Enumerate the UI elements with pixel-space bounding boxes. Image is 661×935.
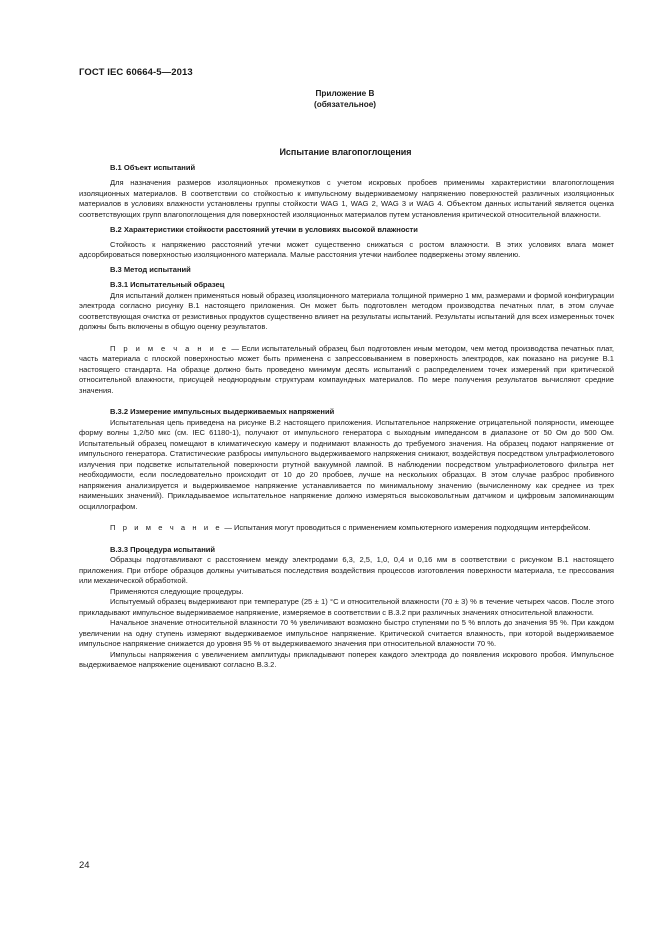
section-b3-3-paragraph-1: Образцы подготавливают с расстоянием между электродами 6,3, 2,5, 1,0, 0,4 и 0,16 мм в соответствии с рисунком В.1 настоящего приложения. При отборе образцов должны учитываться последствия воздействия процессов изготовления поверхности материала, т.е прессования или механической обработкой. [79, 555, 614, 585]
appendix-status: (обязательное) [314, 100, 376, 109]
section-b1-paragraph: Для назначения размеров изоляционных промежутков с учетом искровых пробоев применимы характеристики влагопоглощения изоляционных материалов. В соответствии со стойкостью к импульсному выдерживаемому напряжению поверхностей различных изоляционных материалов в условиях влажности установлены группы стойкости WAG 1, WAG 2, WAG 3 и WAG 4. Объектом данных испытаний является оценка соответствующих групп влагопоглощения для поверхностей изоляционных материалов путем установления критической относительной влажности. [79, 178, 614, 219]
note-label: П р и м е ч а н и е [110, 343, 229, 353]
section-b1-heading: В.1 Объект испытаний [110, 163, 196, 172]
section-b3-2-paragraph: Испытательная цепь приведена на рисунке В.2 настоящего приложения. Испытательное напряжение отрицательной полярности, имеющее форму волны 1,2/50 мкс (см. IEC 61180-1), получают от импульсного генератора с выходным импедансом в диапазоне от 50 Ом до 500 Ом. Испытательный образец помещают в климатическую камеру и поднимают влажность до требуемого значения. На образец подают напряжение от импульсного генератора. Статистические разбросы импульсного выдерживаемого напряжения снижают, воздействуя посредством ультрафиолетового излучения при подсветке испытательной поверхности ртутной вакуумной лампой. В наблюдении посредством ультрафиолетового фильтра нет необходимости, если последовательно происходит от 10 до 20 пробоев, лучше на нескольких образцах. В этом случае разброс пробивного напряжения анализируется и выдерживаемое напряжение устанавливается по минимальному значению (вычисленному как среднее из трех наименьших значений). Прикладываемое испытательное напряжение должно измеряться высоковольтным датчиком и цифровым запоминающим осциллографом. [79, 417, 614, 511]
main-title: Испытание влагопоглощения [279, 147, 412, 157]
note-label: П р и м е ч а н и е [110, 523, 223, 532]
section-b2-paragraph: Стойкость к напряжению расстояний утечки может существенно снижаться с ростом влажности. В этих условиях влага может адсорбироваться поверхностью изоляционного материала. Малые расстояния утечки наиболее подвержены этому явлению. [79, 239, 614, 259]
note-text: — Испытания могут проводиться с применением компьютерного измерения подходящим интерфейсом. [222, 523, 591, 532]
section-b3-1-paragraph: Для испытаний должен применяться новый образец изоляционного материала толщиной примерно 1 мм, размерами и формой конфигурации электрода согласно рисунку В.1 настоящего приложения. Он может быть подготовлен методом производства печатных плат, в этом случае соответствующая очистка от резистивных продуктов существенно влияет на результаты испытаний. Результаты испытаний для всех измеренных точек должны быть включены в общую оценку результатов. [79, 290, 614, 331]
document-header: ГОСТ IEC 60664-5—2013 [79, 67, 193, 78]
section-b3-3-heading: В.3.3 Процедура испытаний [110, 544, 216, 554]
section-b3-2-note [79, 523, 614, 534]
appendix-title: Приложение В [315, 89, 375, 98]
page-number: 24 [79, 860, 90, 871]
document-body [79, 163, 614, 671]
section-b3-1-heading: В.3.1 Испытательный образец [110, 280, 225, 289]
section-b3-1-note [79, 344, 614, 397]
note-text: — Если испытательный образец был подготовлен иным методом, чем метод производства печатных плат, часть материала с плоской поверхностью может быть применена с запрессовыванием в поверхность электродов, как показано на рисунке В.1 настоящего стандарта. На образце должно быть проведено минимум десять испытаний с распределением точек измерений при критической относительной влажности, присущей неоднородным структурам компаундных материалов. По мере получения результатов вычисляют средние значения. [79, 343, 614, 395]
section-b3-3-paragraph-4: Начальное значение относительной влажности 70 % увеличивают возможно быстро ступенями по 5 % вплоть до значения 95 %. При каждом увеличении на одну ступень измеряют выдерживаемое импульсное напряжение. Критической считается влажность, при которой выдерживаемое импульсное напряжение снижается до уровня 95 % от выдерживаемого значения при относительной влажности 70 %. [79, 618, 614, 648]
section-b3-3-paragraph-2: Применяются следующие процедуры. [110, 586, 244, 596]
section-b2-heading: В.2 Характеристики стойкости расстояний утечки в условиях высокой влажности [110, 224, 418, 234]
section-b3-3-paragraph-3: Испытуемый образец выдерживают при температуре (25 ± 1) °С и относительной влажности (70 ± 3) % в течение четырех часов. После этого прикладывают импульсное выдерживаемое напряжение, измеряемое в соответствии с В.3.2 при различных значениях относительной влажности. [79, 597, 614, 617]
section-b3-3-paragraph-5: Импульсы напряжения с увеличением амплитуды прикладывают поперек каждого электрода до появления искрового пробоя. Импульсное выдерживаемое напряжение оценивают согласно В.3.2. [79, 649, 614, 669]
section-b3-heading: В.3 Метод испытаний [110, 265, 191, 274]
section-b3-2-heading: В.3.2 Измерение импульсных выдерживаемых напряжений [110, 407, 335, 416]
